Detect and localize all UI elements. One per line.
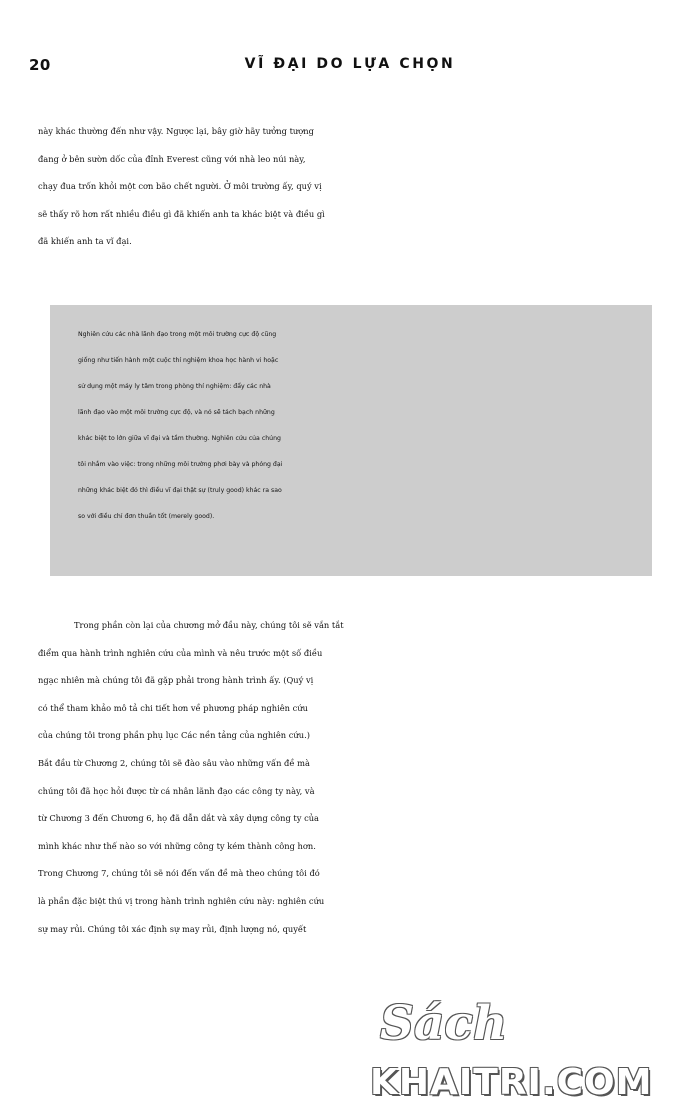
text-line: đang ở bên sườn dốc của đỉnh Everest cũng với nhà leo núi này,	[38, 153, 306, 164]
callout-line: lãnh đạo vào một môi trường cực độ, và nó sẽ tách bạch những	[78, 409, 275, 416]
callout-box	[50, 305, 652, 576]
callout-line: khác biệt to lớn giữa vĩ đại và tầm thường. Nghiên cứu của chúng	[78, 435, 281, 442]
text-line: ngạc nhiên mà chúng tôi đã gặp phải trong hành trình ấy. (Quý vị	[38, 675, 314, 686]
text-line: Trong phần còn lại của chương mở đầu này, chúng tôi sẽ vắn tắt	[74, 620, 344, 630]
text-line: chúng tôi đã học hỏi được từ cá nhân lãnh đạo các công ty này, và	[38, 785, 315, 796]
callout-line: so với điều chỉ đơn thuần tốt (merely good).	[78, 513, 215, 520]
text-line: chạy đua trốn khỏi một cơn bão chết người. Ở môi trường ấy, quý vị	[38, 181, 322, 192]
watermark-logo	[365, 992, 695, 1117]
text-line: sự may rủi. Chúng tôi xác định sự may rủi, định lượng nó, quyết	[38, 923, 307, 934]
body-paragraph-1	[38, 118, 678, 256]
text-line: có thể tham khảo mô tả chi tiết hơn về phương pháp nghiên cứu	[38, 702, 309, 713]
text-line: sẽ thấy rõ hơn rất nhiều điều gì đã khiến anh ta khác biệt và điều gì	[38, 208, 325, 219]
page-number: 20	[29, 56, 51, 74]
text-line: Trong Chương 7, chúng tôi sẽ nói đến vấn đề mà theo chúng tôi đó	[38, 868, 320, 879]
text-line: đã khiến anh ta vĩ đại.	[38, 236, 132, 247]
body-paragraph-2	[38, 612, 678, 943]
running-header-title: VĨ ĐẠI DO LỰA CHỌN	[244, 56, 456, 72]
callout-line: những khác biệt đó thì điều vĩ đại thật sự (truly good) khác ra sao	[78, 487, 282, 494]
callout-line: tôi nhắm vào việc: trong những môi trường phơi bày và phóng đại	[78, 461, 283, 468]
text-line: từ Chương 3 đến Chương 6, họ đã dẫn dắt và xây dựng công ty của	[38, 813, 320, 824]
text-line: này khác thường đến như vậy. Ngược lại, bây giờ hãy tưởng tượng	[38, 126, 314, 136]
text-line: mình khác như thế nào so với những công ty kém thành công hơn.	[38, 840, 316, 851]
text-line: Bắt đầu từ Chương 2, chúng tôi sẽ đào sâu vào những vấn đề mà	[38, 757, 310, 768]
callout-line: Nghiên cứu các nhà lãnh đạo trong một môi trường cực độ cũng	[78, 331, 277, 338]
callout-line: giống như tiến hành một cuộc thí nghiệm khoa học hành vi hoặc	[78, 357, 279, 364]
watermark-script-text: Sách	[380, 996, 508, 1051]
text-line: của chúng tôi trong phần phụ lục Các nền tảng của nghiên cứu.)	[38, 730, 310, 741]
callout-line: sử dụng một máy ly tâm trong phòng thí nghiệm: đẩy các nhà	[78, 383, 271, 390]
text-line: điểm qua hành trình nghiên cứu của mình và nêu trước một số điều	[38, 647, 323, 658]
watermark-brand-text: KHAITRI.COM	[370, 1062, 653, 1103]
text-line: là phần đặc biệt thú vị trong hành trình nghiên cứu này: nghiên cứu	[38, 895, 325, 906]
